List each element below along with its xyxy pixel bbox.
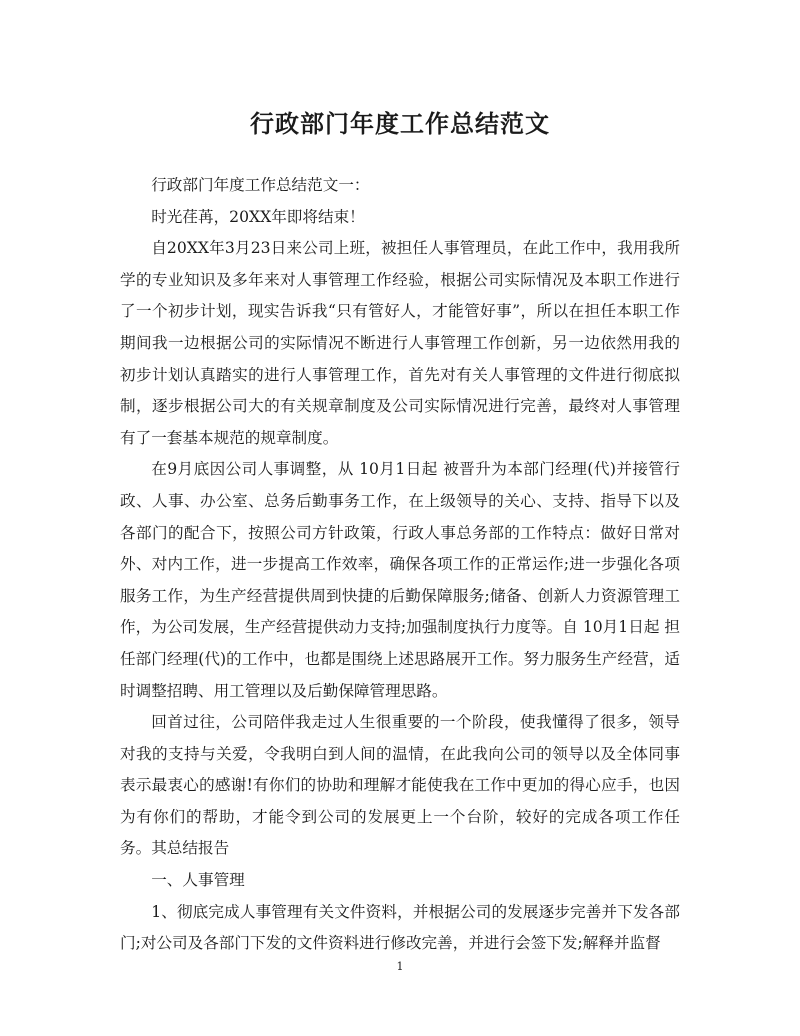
paragraph-promotion: 在9月底因公司人事调整，从 10月1日起 被晋升为本部门经理(代)并接管行政、人事、办公室、总务后勤事务工作，在上级领导的关心、支持、指导下以及各部门的配合下，按照公司方针政策，行政人事总务部的工作特点：做好日常对外、对内工作，进一步提高工作效率，确保各项工作的正常运作;进一步强化各项服务工作，为生产经营提供周到快捷的后勤保障服务;储备、创新人力资源管理工作，为公司发展，生产经营提供动力支持;加强制度执行力度等。自 10月1日起 担任部门经理(代)的工作中，也都是围绕上述思路展开工作。努力服务生产经营，适时调整招聘、用工管理以及后勤保障管理思路。 (120, 460, 680, 700)
page-number: 1 (396, 960, 404, 973)
paragraph-thanks: 回首过往，公司陪伴我走过人生很重要的一个阶段，使我懂得了很多，领导对我的支持与关爱，令我明白到人间的温情，在此我向公司的领导以及全体同事表示最衷心的感谢!有你们的协助和理解才能使我在工作中更加的得心应手，也因为有你们的帮助，才能令到公司的发展更上一个台阶，较好的完成各项工作任务。其总结报告 (120, 713, 680, 858)
section-heading-hr: 一、人事管理 (151, 871, 245, 890)
paragraph-intro: 自20XX年3月23日来公司上班，被担任人事管理员，在此工作中，我用我所学的专业知识及多年来对人事管理工作经验，根据公司实际情况及本职工作进行了一个初步计划，现实告诉我“只有管好人，才能管好事”，所以在担任本职工作期间我一边根据公司的实际情况不断进行人事管理工作创新，另一边依然用我的初步计划认真踏实的进行人事管理工作，首先对有关人事管理的文件进行彻底拟制，逐步根据公司大的有关规章制度及公司实际情况进行完善，最终对人事管理有了一套基本规范的规章制度。 (120, 239, 680, 447)
paragraph-opening: 时光荏苒，20XX年即将结束！ (151, 207, 365, 226)
paragraph-subtitle: 行政部门年度工作总结范文一： (151, 176, 370, 194)
document-body (120, 170, 680, 960)
paragraph-item-1: 1、彻底完成人事管理有关文件资料，并根据公司的发展逐步完善并下发各部门;对公司及各部门下发的文件资料进行修改完善，并进行会签下发;解释并监督 (120, 902, 680, 953)
document-title: 行政部门年度工作总结范文 (250, 109, 550, 138)
